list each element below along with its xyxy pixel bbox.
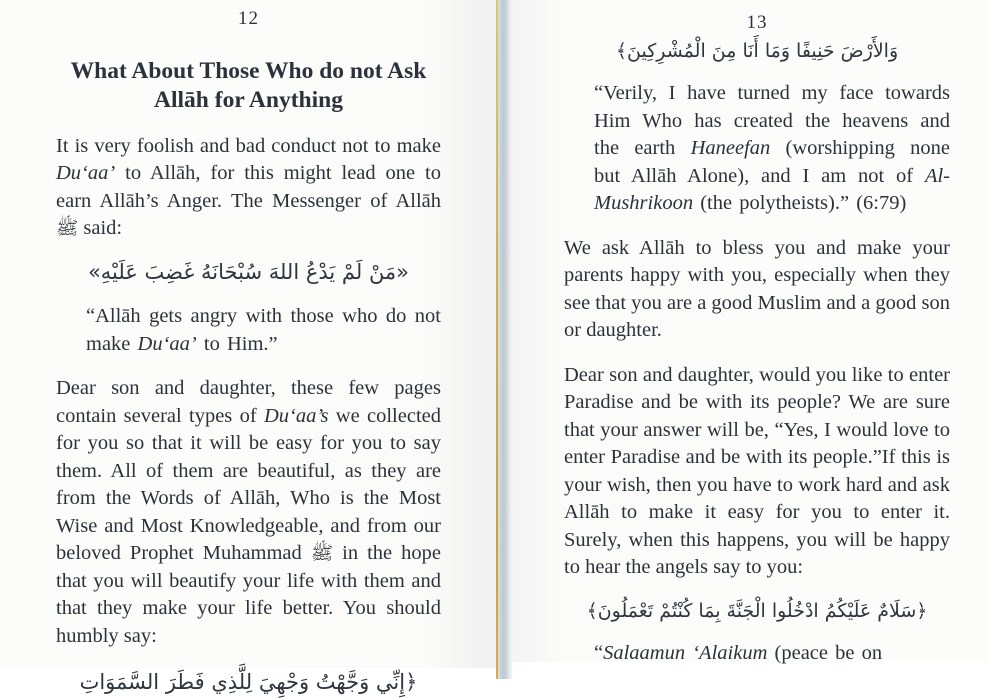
- italic-text-segment: Haneefan: [690, 137, 771, 160]
- arabic-verse-end: وَالأَرْضَ حَنِيفًا وَمَا أَنَا مِنَ الْمُشْرِكِينَ﴾: [615, 40, 899, 62]
- chapter-heading-line2: Allāh for Anything: [154, 87, 343, 114]
- italic-text-segment: Al-Mushrikoon: [594, 164, 950, 215]
- text-segment: “Verily, I have turned my face towards Him Who has created the heavens and the earth: [594, 82, 950, 160]
- text-segment: “: [594, 642, 604, 665]
- hadith-translation-quote: [86, 303, 441, 358]
- text-segment: we collected for you so that it will be easy for you to say them. All of them are beautiful, as they are from the Words of Allāh, Who is the Most Wise and Most Knowledgeable, and from our beloved Prophet Muhammad: [56, 404, 441, 565]
- pbuh-calligraphy-symbol: ﷺ: [56, 218, 79, 240]
- page-number-left: 12: [238, 8, 259, 29]
- paragraph-advice: [56, 375, 441, 650]
- italic-text-segment: Du‘aa’s: [263, 404, 329, 427]
- page-number-right: 13: [746, 12, 768, 33]
- binding-line: [496, 0, 498, 679]
- text-segment: to Allāh, for this might lead one to earn Allāh’s Anger. The Messenger of Allāh: [56, 162, 441, 212]
- paragraph-blessing: We ask Allāh to bless you and make your parents happy with you, especially when they see that you are a good Muslim and a good son or daughter.: [564, 236, 951, 342]
- pbuh-calligraphy-symbol: ﷺ: [310, 543, 334, 565]
- italic-text-segment: Du‘aa’: [56, 162, 116, 185]
- text-segment: “Allāh gets angry with those who do not make: [86, 305, 441, 355]
- italic-text-segment: Salaamun ‘Alaikum: [603, 642, 768, 665]
- quranic-verse-translation-quote: [594, 80, 950, 218]
- text-segment: (the polytheists).” (6:79): [693, 192, 907, 215]
- text-segment: said:: [78, 217, 123, 240]
- book-gutter: [496, 0, 512, 679]
- arabic-salam-verse: ﴿سَلَامٌ عَلَيْكُمُ ادْخُلُوا الْجَنَّةَ بِمَا كُنْتُمْ تَعْمَلُونَ﴾: [586, 599, 928, 622]
- chapter-heading: [56, 57, 441, 116]
- chapter-heading-line1: What About Those Who do not Ask: [70, 58, 427, 84]
- text-segment: to Him.”: [196, 332, 278, 355]
- text-segment: Dear son and daughter, these few pages contain several types of: [56, 377, 441, 427]
- right-page: [512, 0, 988, 665]
- salam-translation-line: [594, 640, 950, 668]
- arabic-verse-start: ﴿إِنِّي وَجَّهْتُ وَجْهِيَ لِلَّذِي فَطَرَ السَّمَوَاتِ: [79, 670, 418, 695]
- text-segment: in the hope that you will beautify your life with them and that they make your life better. You should humbly say:: [56, 542, 442, 647]
- paragraph-paradise: Dear son and daughter, would you like to enter Paradise and be with its people? We are sure that your answer will be, “Yes, I would love to enter Paradise and be with its people.”If this is your wish, then you have to work hard and ask Allāh to make it easy for you to enter it. Surely, when this happens, you will be happy to hear the angels say to you:: [564, 363, 950, 579]
- text-segment: It is very foolish and bad conduct not to make: [56, 134, 441, 157]
- text-segment: (peace be on: [767, 642, 883, 665]
- text-segment: (worshipping none but Allāh Alone), and I am not of: [594, 137, 950, 187]
- paragraph-intro: [56, 133, 441, 243]
- arabic-hadith: «مَنْ لَمْ يَدْعُ اللهَ سُبْحَانَهُ غَضِبَ عَلَيْهِ»: [87, 259, 410, 284]
- italic-text-segment: Du‘aa’: [137, 332, 197, 355]
- left-page: [0, 0, 496, 695]
